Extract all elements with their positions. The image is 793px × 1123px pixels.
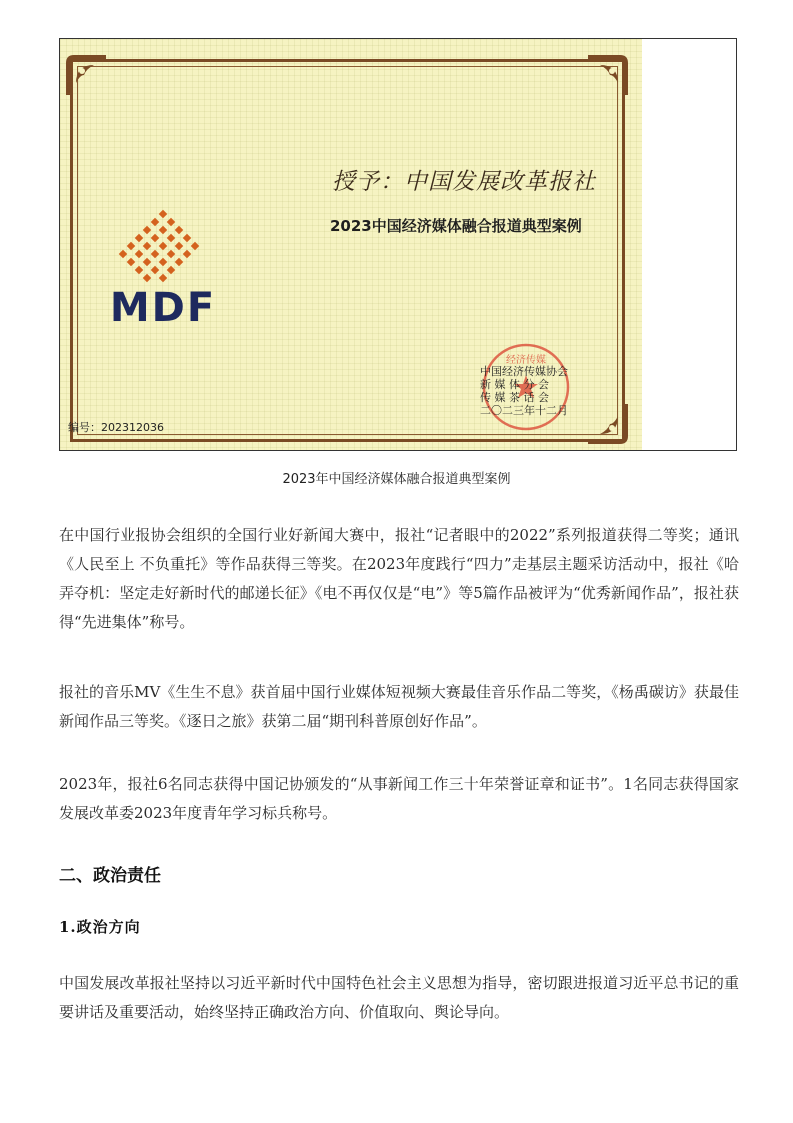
figure-caption: 2023年中国经济媒体融合报道典型案例 bbox=[282, 472, 511, 487]
paragraph-music-mv: 报社的音乐MV《生生不息》获首届中国行业媒体短视频大赛最佳音乐作品二等奖，《杨禹碳访》获最佳新闻作品三等奖。《逐日之旅》获第二届“期刊科普原创好作品”。 bbox=[59, 683, 739, 730]
issuer-date: 二〇二三年十二月 bbox=[480, 404, 568, 417]
ornament-corner-icon bbox=[64, 53, 110, 99]
certificate-title: 2023中国经济媒体融合报道典型案例 bbox=[330, 217, 582, 235]
subsection-heading: 1.政治方向 bbox=[59, 918, 141, 936]
certificate-image bbox=[60, 39, 642, 450]
logo-text: MDF bbox=[109, 285, 217, 329]
certificate-figure bbox=[59, 38, 737, 451]
certificate-issuer bbox=[480, 365, 568, 417]
issuer-line: 新 媒 体 分 会 bbox=[480, 378, 549, 391]
certificate-awarded-to: 授予：中国发展改革报社 bbox=[332, 169, 596, 195]
paragraph-political-direction: 中国发展改革报社坚持以习近平新时代中国特色社会主义思想为指导，密切跟进报道习近平总书记的重要讲话及重要活动，始终坚持正确政治方向、价值取向、舆论导向。 bbox=[59, 974, 739, 1021]
ornament-corner-icon bbox=[584, 400, 630, 446]
paragraph-honors: 2023年，报社6名同志获得中国记协颁发的“从事新闻工作三十年荣誉证章和证书”。1名同志获得国家发展改革委2023年度青年学习标兵称号。 bbox=[59, 775, 739, 822]
issuer-line: 中国经济传媒协会 bbox=[480, 365, 568, 378]
mdf-logo bbox=[102, 207, 224, 329]
ornament-corner-icon bbox=[584, 53, 630, 99]
section-heading: 二、政治责任 bbox=[59, 866, 161, 886]
certificate-serial: 编号：202312036 bbox=[68, 421, 164, 434]
issuer-line: 传 媒 茶 话 会 bbox=[480, 391, 549, 404]
paragraph-awards: 在中国行业报协会组织的全国行业好新闻大赛中，报社“记者眼中的2022”系列报道获得二等奖；通讯《人民至上 不负重托》等作品获得三等奖。在2023年度践行“四力”走基层主题采访活动中，报社《哈弄夺机：坚定走好新时代的邮递长征》《电不再仅仅是“电”》等5篇作品被评为“优秀新闻作品”，报社获得“先进集体”称号。 bbox=[59, 526, 739, 631]
seal-text: 经济传媒 bbox=[506, 355, 546, 366]
